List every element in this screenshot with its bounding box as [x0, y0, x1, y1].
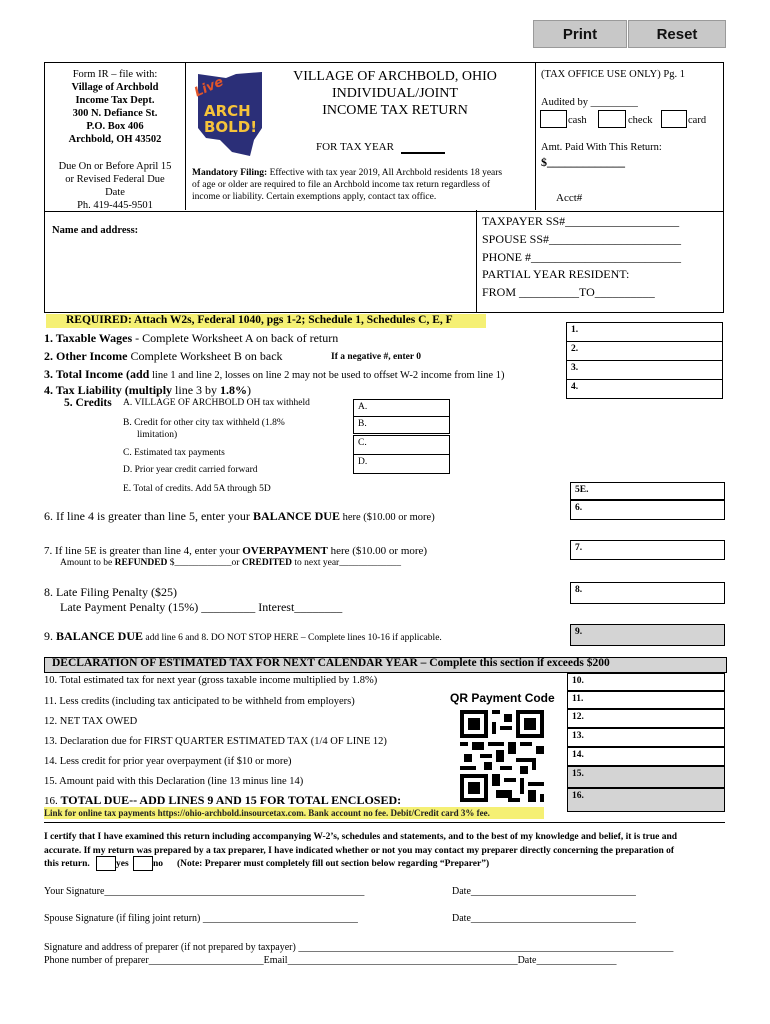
no-label: no — [153, 859, 164, 869]
partial-year-label: PARTIAL YEAR RESIDENT: — [482, 267, 630, 281]
file-with: Form IR – file with: — [72, 69, 158, 80]
required-banner: REQUIRED: Attach W2s, Federal 1040, pgs 1-2; Schedule 1, Schedules C, E, F — [66, 314, 453, 326]
line-11: 11. Less credits (including tax anticipated to be withheld from employers) — [44, 696, 355, 707]
dept-city: Archbold, OH 43502 — [68, 134, 162, 145]
line-5e: E. Total of credits. Add 5A through 5D — [123, 484, 271, 494]
certify-line-1: I certify that I have examined this return including accompanying W-2’s, schedules and statements, and to the best of my knowledge and belief, it is true and — [44, 832, 678, 842]
title-line-2: INDIVIDUAL/JOINT — [332, 86, 458, 101]
line-15-box[interactable]: 15. — [567, 766, 725, 788]
line-7-box[interactable]: 7. — [570, 540, 725, 560]
spouse-signature-date[interactable]: Date_________________________________ — [452, 913, 636, 924]
certify-line-2: accurate. If my return was prepared by a tax preparer, I have indicated whether or not you may contact my preparer directly concerning the preparation of — [44, 846, 675, 856]
line-5-label: 5. Credits — [64, 397, 112, 409]
card-label: card — [688, 115, 707, 126]
preparer-note: (Note: Preparer must completely fill out section below regarding “Preparer”) — [177, 859, 490, 869]
line-6-box[interactable]: 6. — [570, 500, 725, 520]
line-16: 16. TOTAL DUE-- ADD LINES 9 AND 15 FOR TOTAL ENCLOSED: — [44, 793, 402, 807]
audited-by: Audited by _________ — [541, 97, 638, 108]
online-payment-link[interactable]: Link for online tax payments https://ohio-archbold.insourcetax.com. Bank account no fee. Debit/Credit card 3% fee. — [44, 808, 490, 818]
line-5a: A. VILLAGE OF ARCHBOLD OH tax withheld — [123, 398, 310, 408]
line-7-refund: Amount to be REFUNDED $____________or CREDITED to next year_____________ — [60, 558, 401, 568]
line-11-box[interactable]: 11. — [567, 691, 725, 709]
line-8-box[interactable]: 8. — [570, 582, 725, 604]
check-label: check — [628, 115, 653, 126]
line-5d: D. Prior year credit carried forward — [123, 465, 258, 475]
estimated-header: DECLARATION OF ESTIMATED TAX FOR NEXT CALENDAR YEAR – Complete this section if exceeds $200 — [52, 657, 610, 669]
mandatory-line-1: Mandatory Filing: Effective with tax year 2019, All Archbold residents 18 years — [192, 168, 503, 178]
line-1: 1. Taxable Wages - Complete Worksheet A on back of return — [44, 331, 339, 345]
credit-c-box[interactable]: C. — [353, 435, 450, 455]
phone-field[interactable]: PHONE #_________________________ — [482, 250, 682, 264]
line-6: 6. If line 4 is greater than line 5, enter your BALANCE DUE here ($10.00 or more) — [44, 509, 435, 523]
qr-code[interactable] — [460, 710, 544, 802]
office-use-label: (TAX OFFICE USE ONLY) Pg. 1 — [541, 69, 685, 80]
your-signature[interactable]: Your Signature____________________________________________________ — [44, 886, 365, 897]
card-checkbox[interactable] — [661, 110, 687, 128]
taxpayer-ss[interactable]: TAXPAYER SS#___________________ — [482, 214, 680, 228]
line-12: 12. NET TAX OWED — [44, 716, 138, 727]
mandatory-line-2: of age or older are required to file an Archbold income tax return regardless of — [192, 180, 491, 190]
line-3-box[interactable]: 3. — [566, 360, 723, 380]
certify-line-3: this return. — [44, 859, 90, 869]
reset-button[interactable]: Reset — [628, 20, 726, 48]
line-15: 15. Amount paid with this Declaration (line 13 minus line 14) — [44, 776, 304, 787]
line-5e-box[interactable]: 5E. — [570, 482, 725, 500]
taxpayer-divider — [476, 210, 477, 312]
logo-bold: BOLD! — [204, 118, 258, 136]
title-line-1: VILLAGE OF ARCHBOLD, OHIO — [293, 69, 497, 84]
name-address-label: Name and address: — [52, 225, 139, 236]
credit-b-box[interactable]: B. — [353, 416, 450, 434]
tax-year-input[interactable] — [401, 152, 445, 154]
archbold-logo — [192, 68, 268, 160]
preparer-no-checkbox[interactable] — [133, 856, 153, 871]
acct-label: Acct# — [556, 192, 583, 204]
preparer-signature[interactable]: Signature and address of preparer (if not prepared by taxpayer) ___________________________________________________________________________ — [44, 942, 674, 953]
line-13-box[interactable]: 13. — [567, 728, 725, 747]
credit-d-box[interactable]: D. — [353, 454, 450, 474]
line-14: 14. Less credit for prior year overpayment (if $10 or more) — [44, 756, 292, 767]
dept-name: Village of Archbold — [71, 82, 159, 93]
line-8b: Late Payment Penalty (15%) _________ Interest________ — [60, 600, 343, 614]
line-16-box[interactable]: 16. — [567, 788, 725, 812]
due-date-3: Date — [105, 187, 125, 198]
your-signature-date[interactable]: Date_________________________________ — [452, 886, 636, 897]
due-date-2: or Revised Federal Due — [65, 174, 165, 185]
line-3: 3. Total Income (add line 1 and line 2, losses on line 2 may not be used to offset W-2 income from line 1) — [44, 367, 505, 381]
line-4-box[interactable]: 4. — [566, 379, 723, 399]
spouse-ss[interactable]: SPOUSE SS#______________________ — [482, 232, 682, 246]
amt-paid-label: Amt. Paid With This Return: — [541, 142, 662, 153]
line-5b: B. Credit for other city tax withheld (1.8% — [123, 418, 285, 428]
line-13: 13. Declaration due for FIRST QUARTER ESTIMATED TAX (1/4 OF LINE 12) — [44, 736, 387, 747]
line-5b-2: limitation) — [137, 430, 178, 440]
phone-number: Ph. 419-445-9501 — [77, 200, 153, 211]
line-2-note: If a negative #, enter 0 — [331, 352, 422, 362]
line-10-box[interactable]: 10. — [567, 673, 725, 691]
line-7: 7. If line 5E is greater than line 4, enter your OVERPAYMENT here ($10.00 or more) — [44, 545, 428, 557]
line-12-box[interactable]: 12. — [567, 709, 725, 728]
yes-label: yes — [116, 859, 129, 869]
mandatory-line-3: income or liability. Certain exemptions apply, contact tax office. — [192, 192, 437, 202]
section-divider — [44, 822, 725, 823]
cash-checkbox[interactable] — [540, 110, 567, 128]
line-10: 10. Total estimated tax for next year (gross taxable income multiplied by 1.8%) — [44, 675, 378, 686]
line-4: 4. Tax Liability (multiply line 3 by 1.8%) — [44, 383, 252, 397]
header-right-divider — [535, 62, 723, 210]
qr-label: QR Payment Code — [450, 691, 555, 705]
logo-live: Live — [192, 74, 226, 101]
dept-sub: Income Tax Dept. — [75, 95, 155, 106]
dept-street: 300 N. Defiance St. — [72, 108, 158, 119]
line-8a: 8. Late Filing Penalty ($25) — [44, 585, 177, 599]
line-2-box[interactable]: 2. — [566, 341, 723, 361]
line-9: 9. BALANCE DUE add line 6 and 8. DO NOT STOP HERE – Complete lines 10-16 if applicable. — [44, 629, 442, 643]
line-14-box[interactable]: 14. — [567, 747, 725, 766]
credit-a-box[interactable]: A. — [353, 399, 450, 417]
preparer-phone-email[interactable]: Phone number of preparer_______________________Email______________________________________________Date________________ — [44, 955, 617, 966]
from-to-field[interactable]: FROM __________TO__________ — [482, 285, 655, 299]
amt-paid-field[interactable]: $_____________ — [541, 155, 625, 169]
line-1-box[interactable]: 1. — [566, 322, 723, 342]
line-5c: C. Estimated tax payments — [123, 448, 225, 458]
preparer-yes-checkbox[interactable] — [96, 856, 116, 871]
spouse-signature[interactable]: Spouse Signature (if filing joint return) _______________________________ — [44, 913, 358, 924]
tax-year-label: FOR TAX YEAR — [316, 141, 394, 153]
due-date-1: Due On or Before April 15 — [58, 161, 172, 172]
line-2: 2. Other Income Complete Worksheet B on back — [44, 349, 283, 363]
cash-label: cash — [568, 115, 587, 126]
check-checkbox[interactable] — [598, 110, 626, 128]
dept-box: P.O. Box 406 — [86, 121, 144, 132]
title-line-3: INCOME TAX RETURN — [322, 103, 468, 118]
print-button[interactable]: Print — [533, 20, 627, 48]
line-9-box[interactable]: 9. — [570, 624, 725, 646]
logo-arch: ARCH — [204, 102, 251, 120]
